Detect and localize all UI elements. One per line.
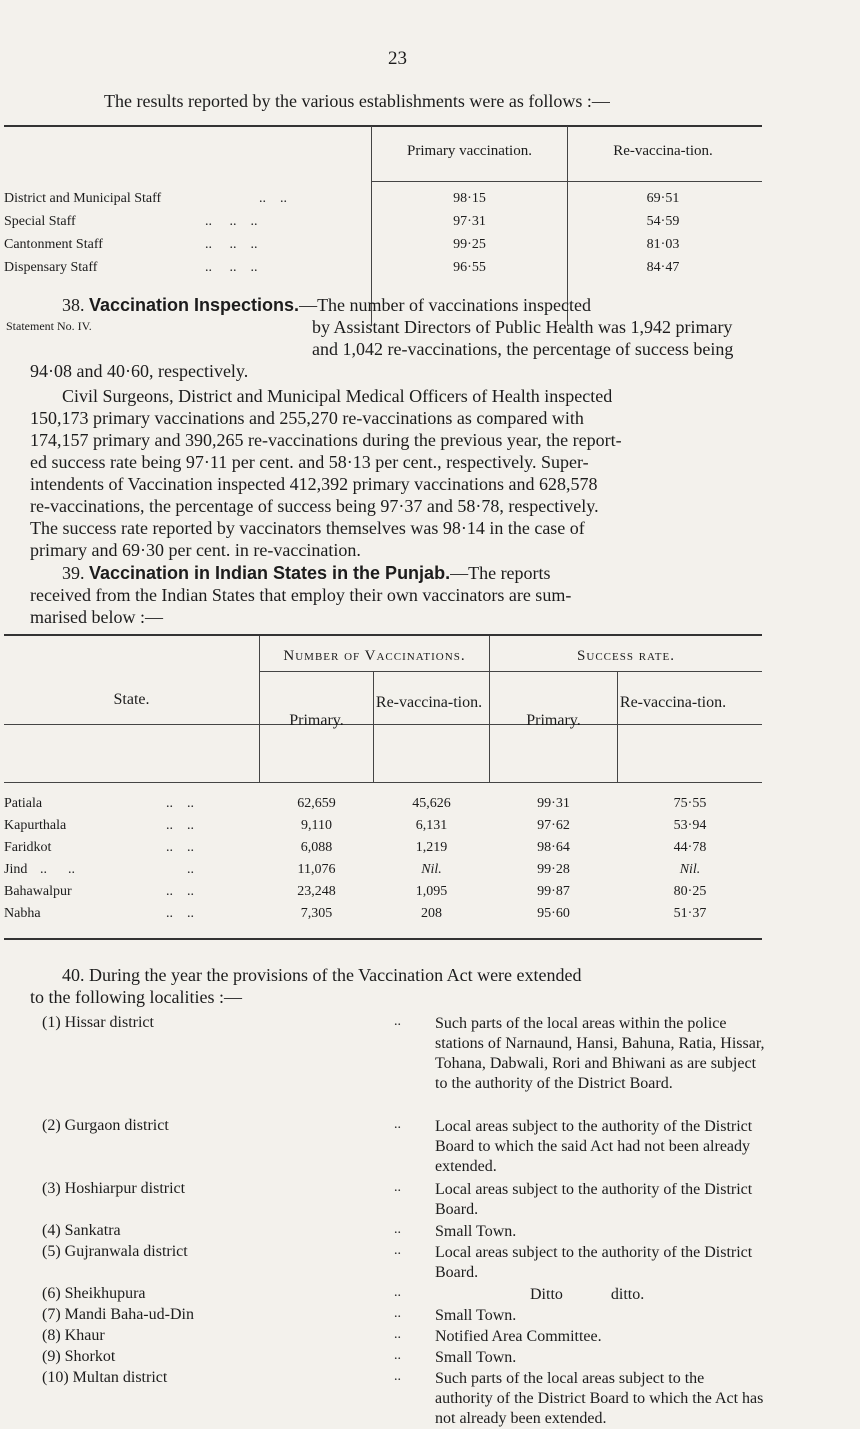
list-item-place: (6) Sheikhupura xyxy=(42,1285,146,1302)
table-cell: 62,659 xyxy=(297,796,336,811)
table-header-rule xyxy=(259,671,762,672)
table-cell: 23,248 xyxy=(297,884,336,899)
state-name: Patiala xyxy=(4,796,43,811)
paragraph-line: Civil Surgeons, District and Municipal Medical Officers of Health inspected xyxy=(62,386,613,406)
document-page: 23 The results reported by the various establishments were as follows :— Primary vaccination. Re-vaccina-tion. District and Municipal Staff .. .. 98·15 69·51 Special Staff .. .. .. 97·31 54·59 Cantonment Staff .. .. .. 99·25 81·03 Dispensary Staff .. .. .. 96·55 84·47 38. Vaccination Inspections.—The number of vaccinations inspected Statement No. IV. by Assistant Directors of Public Health was 1,942 primary and 1,042 re-vaccinations, the percentage of success being 94·08 and 40·60, respectively. Civil Surgeons, District and Municipal Medical Officers of Health inspected 150,173 primary vaccinations and 255,270 re-vaccinations as compared with 174,157 primary and 390,265 re-vaccinations during the previous year, the report- ed success rate being 97·11 per cent. and 58·13 per cent., respectively. Super- intendents of Vaccination inspected 412,392 primary vaccinations and 628,578 re-vaccinations, the percentage of success being 97·37 and 58·78, respectively. The success rate reported by vaccinators themselves was 98·14 in the case of primary and 69·30 per cent. in re-vaccination. 39. Vaccination in Indian States in the Punjab.—The reports received from the Indian States that employ their own vaccinators are sum- marised below :— Number of Vaccinations. Success rate. State. Primary. Re-vaccina-tion. Primary. Re-vaccina-tion. Patiala .. .. 62,659 45,626 99·31 75·55 Kapurthala .. .. 9,110 6,131 97·62 53·94 Faridkot .. .. 6,088 1,219 98·64 44·78 Jind .. .. .. 11,076 Nil. 99·28 Nil. Bahawalpur .. .. 23,248 1,095 99·87 80·25 Nabha .. .. 7,305 208 95·60 51·37 40. During the year the provisions of the Vaccination Act were extended to the following localities :— (1) Hissar district .. Such parts of the local areas within the police stations of Narnaund, Hansi, Bahuna, Ratia, Hissar, Tohana, Dabwali, Rori and Bhiwani as are subject to the authority of the District Board. (2) Gurgaon district .. Local areas subject to the authority of the District Board to which the said Act had not been already extended. (3) Hoshiarpur district .. Local areas subject to the authority of the District Board. (4) Sankatra .. Small Town. (5) Gujranwala district .. Local areas subject to the authority of the District Board. (6) Sheikhupura .. Ditto ditto. (7) Mandi Baha-ud-Din .. Small Town. (8) Khaur .. Notified Area Committee. (9) Shorkot .. Small Town. (10) Multan district .. Such parts of the local areas subject to the authority of the District Board to which the Act has not already been extended. xyxy=(0,0,800,1397)
table-column-rule xyxy=(373,672,374,782)
list-item-place: (5) Gujranwala district xyxy=(42,1243,188,1260)
state-name: Bahawalpur xyxy=(4,884,72,899)
state-name: Jind xyxy=(4,862,28,877)
paragraph-line: 150,173 primary vaccinations and 255,270 re-vaccinations as compared with xyxy=(30,408,584,428)
paragraph-line: ed success rate being 97·11 per cent. and 58·13 per cent., respectively. Super- xyxy=(30,452,589,472)
table-cell: 6,131 xyxy=(415,818,448,833)
list-item-place: (4) Sankatra xyxy=(42,1222,121,1239)
table-header-rule xyxy=(371,181,762,182)
table-column-rule xyxy=(617,672,618,782)
row-label: Special Staff xyxy=(4,214,76,229)
table-cell: 99·31 xyxy=(537,796,570,811)
section-number: 39. xyxy=(62,563,85,583)
table-cell: Nil. xyxy=(679,862,701,877)
list-item-description: Such parts of the local areas subject to the authority of the District Board to which the Act has not already been extended. xyxy=(435,1370,764,1427)
table-cell: 44·78 xyxy=(673,840,707,855)
list-item-description: Such parts of the local areas within the police stations of Narnaund, Hansi, Bahuna, Ratia, Hissar, Tohana, Dabwali, Rori and Bhiwani as are subject to the authority of the District Board. xyxy=(435,1015,765,1092)
paragraph-line: re-vaccinations, the percentage of success being 97·37 and 58·78, respectively. xyxy=(30,496,599,516)
table-cell: 96·55 xyxy=(453,260,486,275)
list-item-description: Local areas subject to the authority of the District Board. xyxy=(435,1181,753,1218)
table-header-rule xyxy=(4,724,762,725)
table-cell: 45,626 xyxy=(412,796,451,811)
list-item-place: (10) Multan district xyxy=(42,1369,168,1386)
paragraph-line: The success rate reported by vaccinators themselves was 98·14 in the case of xyxy=(30,518,585,538)
intro-text: The results reported by the various establishments were as follows :— xyxy=(104,91,610,111)
column-header-state: State. xyxy=(113,691,150,708)
table-top-rule xyxy=(4,634,762,636)
paragraph-line: primary and 69·30 per cent. in re-vaccination. xyxy=(30,540,361,560)
section-number: 38. xyxy=(62,295,85,315)
list-item-description: Local areas subject to the authority of the District Board. xyxy=(435,1244,753,1281)
group-header-success: Success rate. xyxy=(577,648,675,664)
paragraph-line: by Assistant Directors of Public Health was 1,942 primary xyxy=(312,317,733,337)
table-cell: 99·87 xyxy=(537,884,570,899)
list-item-description: Small Town. xyxy=(435,1223,517,1240)
list-item-place: (7) Mandi Baha-ud-Din xyxy=(42,1306,194,1323)
table-bottom-rule xyxy=(4,938,762,940)
state-name: Nabha xyxy=(4,906,41,921)
table-cell: 99·25 xyxy=(453,237,486,252)
table-cell: 54·59 xyxy=(646,214,680,229)
table-cell: 75·55 xyxy=(673,796,707,811)
list-item-place: (2) Gurgaon district xyxy=(42,1117,169,1134)
table-top-rule xyxy=(4,125,762,127)
table-cell: 7,305 xyxy=(300,906,333,921)
table-cell: 6,088 xyxy=(300,840,333,855)
list-item-description: Ditto ditto. xyxy=(530,1286,645,1303)
table-cell: 98·15 xyxy=(453,191,486,206)
list-item-place: (9) Shorkot xyxy=(42,1348,116,1365)
list-item-description: Notified Area Committee. xyxy=(435,1328,602,1345)
table-cell: 99·28 xyxy=(537,862,570,877)
paragraph-line: received from the Indian States that employ their own vaccinators are sum- xyxy=(30,585,572,605)
table-cell: 9,110 xyxy=(301,818,332,833)
paragraph-line: 40. During the year the provisions of the Vaccination Act were extended xyxy=(62,965,582,985)
page-number: 23 xyxy=(388,48,407,69)
table-cell: 1,095 xyxy=(415,884,448,899)
row-label: Cantonment Staff xyxy=(4,237,103,252)
row-label: Dispensary Staff xyxy=(4,260,98,275)
table-cell: 80·25 xyxy=(673,884,707,899)
state-name: Kapurthala xyxy=(4,818,67,833)
side-note: Statement No. IV. xyxy=(6,319,92,333)
list-item-description: Local areas subject to the authority of the District Board to which the said Act had not been already extended. xyxy=(435,1118,753,1175)
paragraph-line: and 1,042 re-vaccinations, the percentage of success being xyxy=(312,339,734,359)
table-cell: 84·47 xyxy=(646,260,680,275)
table-cell: 69·51 xyxy=(646,191,680,206)
table-cell: 11,076 xyxy=(297,862,336,877)
list-item-place: (8) Khaur xyxy=(42,1327,105,1344)
section-heading: Vaccination Inspections. xyxy=(89,295,300,315)
section-heading: Vaccination in Indian States in the Punjab. xyxy=(89,563,451,583)
table-header-rule xyxy=(4,782,762,783)
table-cell: 208 xyxy=(421,906,442,921)
table-cell: 97·31 xyxy=(453,214,486,229)
paragraph-line: marised below :— xyxy=(30,607,163,627)
list-item-place: (3) Hoshiarpur district xyxy=(42,1180,186,1197)
table-cell: 53·94 xyxy=(673,818,707,833)
list-item-place: (1) Hissar district xyxy=(42,1014,154,1031)
group-header-number: Number of Vaccinations. xyxy=(283,648,466,664)
column-header-primary: Primary vaccination. xyxy=(407,143,532,159)
table-cell: 95·60 xyxy=(537,906,570,921)
paragraph-line: to the following localities :— xyxy=(30,987,242,1007)
paragraph-line: 94·08 and 40·60, respectively. xyxy=(30,361,249,381)
table-cell: 1,219 xyxy=(415,840,448,855)
table-cell: 98·64 xyxy=(537,840,570,855)
table-cell: 97·62 xyxy=(537,818,570,833)
paragraph-line: —The number of vaccinations inspected xyxy=(299,295,591,315)
table-cell: 81·03 xyxy=(646,237,680,252)
column-header-primary: Primary. xyxy=(289,712,344,729)
table-cell: Nil. xyxy=(421,862,442,877)
column-header-success-revaccination: Re-vaccina-tion. xyxy=(619,694,727,711)
paragraph-line: —The reports xyxy=(450,563,551,583)
paragraph-line: 174,157 primary and 390,265 re-vaccinations during the previous year, the report- xyxy=(30,430,622,450)
list-item-description: Small Town. xyxy=(435,1349,517,1366)
row-label: District and Municipal Staff xyxy=(4,191,162,206)
paragraph-line: intendents of Vaccination inspected 412,392 primary vaccinations and 628,578 xyxy=(30,474,598,494)
list-item-description: Small Town. xyxy=(435,1307,517,1324)
state-name: Faridkot xyxy=(4,840,52,855)
column-header-revaccination: Re-vaccina-tion. xyxy=(613,143,713,159)
table-cell: 51·37 xyxy=(673,906,707,921)
column-header-success-primary: Primary. xyxy=(526,712,581,729)
column-header-revaccination: Re-vaccina-tion. xyxy=(375,694,483,711)
